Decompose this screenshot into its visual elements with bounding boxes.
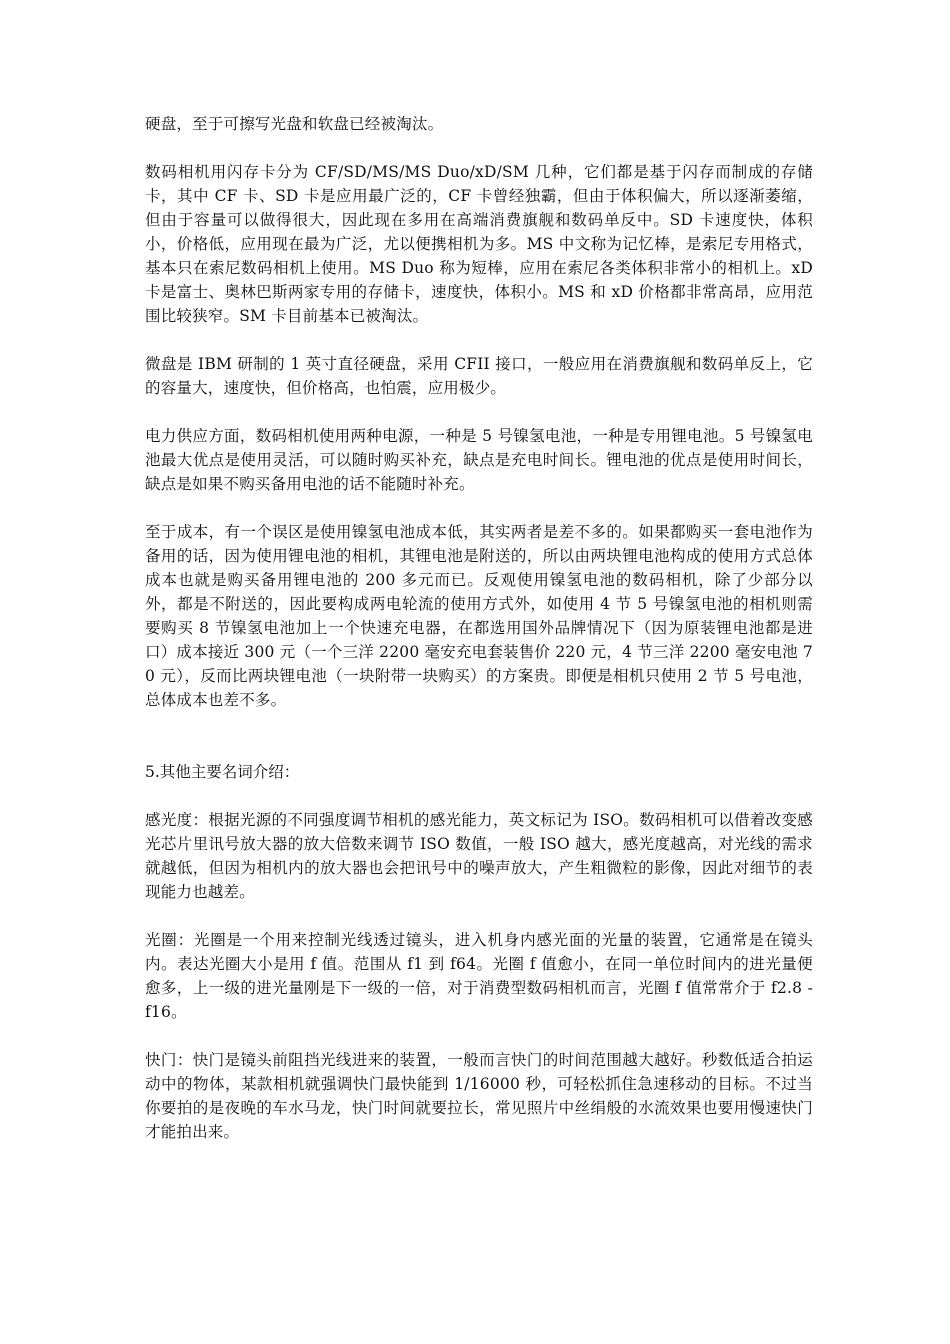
term-aperture: 光圈：光圈是一个用来控制光线透过镜头，进入机身内感光面的光量的装置，它通常是在镜头内。表达光圈大小是用 f 值。范围从 f1 到 f64。光圈 f 值愈小，在同一单位时间内的进光量便愈多，上一级的进光量刚是下一级的一倍，对于消费型数码相机而言，光圈 f 值常常介于 f2.8 - f16。 [145, 931, 813, 1021]
document-page [145, 112, 813, 1168]
paragraph-power-supply: 电力供应方面，数码相机使用两种电源，一种是 5 号镍氢电池，一种是专用锂电池。5 号镍氢电池最大优点是使用灵活，可以随时购买补充，缺点是充电时间长。锂电池的优点是使用时间长，缺点是如果不购买备用电池的话不能随时补充。 [145, 427, 813, 493]
paragraph-storage-end: 硬盘，至于可擦写光盘和软盘已经被淘汰。 [145, 115, 444, 133]
paragraph-battery-cost: 至于成本，有一个误区是使用镍氢电池成本低，其实两者是差不多的。如果都购买一套电池作为备用的话，因为使用锂电池的相机，其锂电池是附送的，所以由两块锂电池构成的使用方式总体成本也就是购买备用锂电池的 200 多元而已。反观使用镍氢电池的数码相机，除了少部分以外，都是不附送的，因此要构成两电轮流的使用方式外，如使用 4 节 5 号镍氢电池的相机则需要购买 8 节镍氢电池加上一个快速充电器，在都选用国外品牌情况下（因为原装锂电池都是进口）成本接近 300 元（一个三洋 2200 毫安充电套装售价 220 元，4 节三洋 2200 毫安电池 70 元），反而比两块锂电池（一块附带一块购买）的方案贵。即便是相机只使用 2 节 5 号电池，总体成本也差不多。 [145, 523, 813, 709]
paragraph-memory-cards: 数码相机用闪存卡分为 CF/SD/MS/MS Duo/xD/SM 几种，它们都是基于闪存而制成的存储卡，其中 CF 卡、SD 卡是应用最广泛的，CF 卡曾经独霸，但由于体积偏大，所以逐渐萎缩，但由于容量可以做得很大，因此现在多用在高端消费旗舰和数码单反中。SD 卡速度快，体积小，价格低，应用现在最为广泛，尤以便携相机为多。MS 中文称为记忆棒，是索尼专用格式，基本只在索尼数码相机上使用。MS Duo 称为短棒，应用在索尼各类体积非常小的相机上。xD 卡是富士、奥林巴斯两家专用的存储卡，速度快，体积小。MS 和 xD 价格都非常高昂，应用范围比较狭窄。SM 卡目前基本已被淘汰。 [145, 163, 813, 325]
blank-line [145, 736, 813, 760]
paragraph-microdrive: 微盘是 IBM 研制的 1 英寸直径硬盘，采用 CFII 接口，一般应用在消费旗舰和数码单反上，它的容量大，速度快，但价格高，也怕震，应用极少。 [145, 355, 813, 397]
term-iso-sensitivity: 感光度：根据光源的不同强度调节相机的感光能力，英文标记为 ISO。数码相机可以借着改变感光芯片里讯号放大器的放大倍数来调节 ISO 数值，一般 ISO 越大，感光度越高，对光线的需求就越低，但因为相机内的放大器也会把讯号中的噪声放大，产生粗微粒的影像，因此对细节的表现能力也越差。 [145, 811, 813, 901]
section-heading: 5.其他主要名词介绍： [145, 763, 300, 781]
term-shutter: 快门：快门是镜头前阻挡光线进来的装置，一般而言快门的时间范围越大越好。秒数低适合拍运动中的物体，某款相机就强调快门最快能到 1/16000 秒，可轻松抓住急速移动的目标。不过当你要拍的是夜晚的车水马龙，快门时间就要拉长，常见照片中丝绢般的水流效果也要用慢速快门才能拍出来。 [145, 1051, 813, 1141]
